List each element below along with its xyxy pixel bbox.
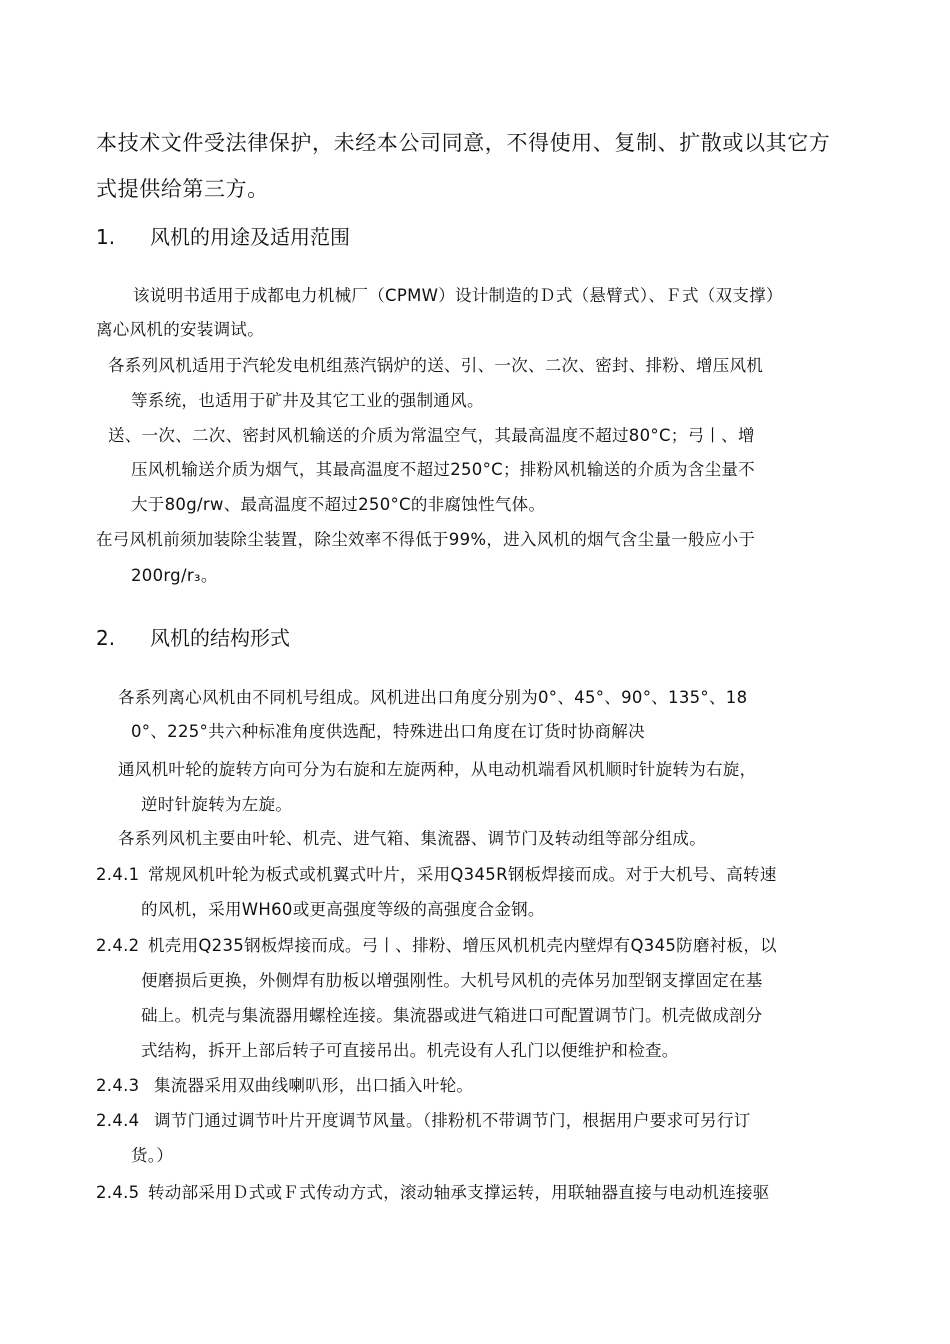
s2-paragraph-2-line-1: 通风机叶轮的旋转方向可分为右旋和左旋两种，从电动机端看风机顺时针旋转为右旋， [118,760,757,779]
s1-paragraph-3-line-3: 大于80g/rw、最高温度不超过250°C的非腐蚀性气体。 [131,495,546,514]
s1-paragraph-4-line-1: 在弓风机前须加装除尘装置，除尘效率不得低于99%，进入风机的烟气含尘量一般应小于 [96,530,756,549]
item-2-4-2-line-3: 础上。机壳与集流器用螺栓连接。集流器或进气箱进口可配置调节门。机壳做成剖分 [141,1006,763,1025]
copyright-notice-line-1: 本技术文件受法律保护，未经本公司同意，不得使用、复制、扩散或以其它方 [96,131,831,155]
item-2-4-4-line-2: 货。） [131,1146,174,1165]
item-2-4-2-number: 2.4.2 [96,936,140,955]
s2-paragraph-1-line-1: 各系列离心风机由不同机号组成。风机进出口角度分别为0°、45°、90°、135°、18 [118,688,748,707]
s1-paragraph-1-line-1: 该说明书适用于成都电力机械厂（CPMW）设计制造的Ｄ式（悬臂式）、Ｆ式（双支撑） [133,286,783,305]
s1-paragraph-3-line-1: 送、一次、二次、密封风机输送的介质为常温空气，其最高温度不超过80°C；弓丨、增 [108,426,755,445]
item-2-4-2-line-4: 式结构，拆开上部后转子可直接吊出。机壳设有人孔门以便维护和检查。 [141,1041,679,1060]
item-2-4-1-line-1: 常规风机叶轮为板式或机翼式叶片，采用Q345R钢板焊接而成。对于大机号、高转速 [148,865,777,884]
item-2-4-5-line-1: 转动部采用Ｄ式或Ｆ式传动方式，滚动轴承支撑运转，用联轴器直接与电动机连接驱 [148,1183,770,1202]
s1-paragraph-4-line-2: 200rg/r₃。 [131,566,218,585]
copyright-notice-line-2: 式提供给第三方。 [96,177,269,201]
item-2-4-3-line-1: 集流器采用双曲线喇叭形，出口插入叶轮。 [154,1076,474,1095]
s2-paragraph-3-line-1: 各系列风机主要由叶轮、机壳、进气箱、集流器、调节门及转动组等部分组成。 [118,829,706,848]
s1-paragraph-2-line-2: 等系统，也适用于矿井及其它工业的强制通风。 [131,391,484,410]
section-2-title: 风机的结构形式 [150,626,290,650]
item-2-4-2-line-2: 便磨损后更换，外侧焊有肋板以增强刚性。大机号风机的壳体另加型钢支撑固定在基 [141,971,763,990]
item-2-4-4-line-1: 调节门通过调节叶片开度调节风量。（排粉机不带调节门，根据用户要求可另行订 [154,1111,751,1130]
item-2-4-1-line-2: 的风机，采用WH60或更高强度等级的高强度合金钢。 [141,900,545,919]
item-2-4-3-number: 2.4.3 [96,1076,140,1095]
s1-paragraph-3-line-2: 压风机输送介质为烟气，其最高温度不超过250°C；排粉风机输送的介质为含尘量不 [131,460,755,479]
item-2-4-2-line-1: 机壳用Q235钢板焊接而成。弓丨、排粉、增压风机机壳内壁焊有Q345防磨衬板，以 [148,936,777,955]
item-2-4-5-number: 2.4.5 [96,1183,140,1202]
s1-paragraph-2-line-1: 各系列风机适用于汽轮发电机组蒸汽锅炉的送、引、一次、二次、密封、排粉、增压风机 [108,356,764,375]
s1-paragraph-1-line-2: 离心风机的安装调试。 [96,320,264,339]
section-2-number: 2. [96,626,116,650]
item-2-4-1-number: 2.4.1 [96,865,140,884]
item-2-4-4-number: 2.4.4 [96,1111,140,1130]
s2-paragraph-2-line-2: 逆时针旋转为左旋。 [141,795,293,814]
section-1-title: 风机的用途及适用范围 [150,225,350,249]
section-1-number: 1. [96,225,116,249]
s2-paragraph-1-line-2: 0°、225°共六种标准角度供选配，特殊进出口角度在订货时协商解决 [131,722,645,741]
